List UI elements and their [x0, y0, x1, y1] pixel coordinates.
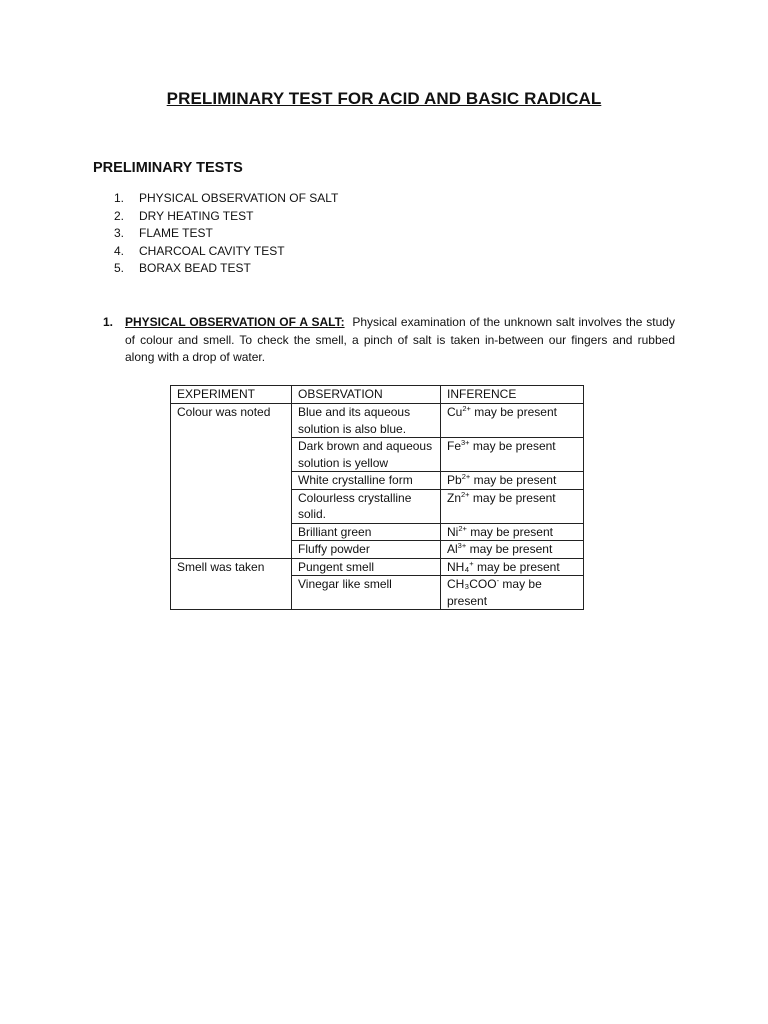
- ion-charge: 2+: [462, 404, 471, 413]
- preliminary-tests-heading: PRELIMINARY TESTS: [93, 160, 243, 176]
- section-heading: PHYSICAL OBSERVATION OF A SALT:: [125, 315, 345, 329]
- ion-symbol: Cu: [447, 405, 463, 419]
- ion-symbol: Ni: [447, 524, 459, 539]
- inference-cell: [441, 489, 584, 523]
- list-item: [114, 208, 338, 226]
- table-row: [171, 404, 584, 438]
- inference-text: may be present: [473, 559, 560, 574]
- list-item-number: 1.: [114, 191, 125, 205]
- inference-text: may be present: [469, 490, 556, 505]
- ion-symbol: NH₄: [447, 559, 470, 574]
- observation-table: [170, 385, 584, 610]
- ion-charge: 2+: [461, 489, 470, 499]
- list-item-label: PHYSICAL OBSERVATION OF SALT: [139, 191, 339, 205]
- experiment-cell: Colour was noted: [171, 404, 292, 559]
- list-item-number: 3.: [114, 226, 125, 240]
- inference-text: may be present: [447, 577, 542, 608]
- preliminary-tests-list: [114, 190, 338, 278]
- inference-cell: [441, 558, 584, 576]
- list-item-number: 4.: [114, 243, 125, 258]
- inference-cell: [441, 472, 584, 490]
- page-title: PRELIMINARY TEST FOR ACID AND BASIC RADICAL: [166, 89, 602, 108]
- inference-text: may be present: [470, 473, 557, 487]
- column-header-observation: OBSERVATION: [292, 386, 441, 404]
- observation-cell: Brilliant green: [292, 523, 441, 541]
- list-item-label: CHARCOAL CAVITY TEST: [139, 243, 285, 258]
- ion-symbol: Zn: [447, 490, 462, 505]
- list-item: [114, 260, 338, 278]
- ion-symbol: Fe: [447, 439, 462, 453]
- inference-text: may be present: [466, 524, 553, 539]
- list-item-label: FLAME TEST: [139, 226, 213, 240]
- observation-cell: Colourless crystalline solid.: [292, 489, 441, 523]
- list-item-label: DRY HEATING TEST: [139, 208, 254, 223]
- list-item: [114, 243, 338, 261]
- experiment-cell: Smell was taken: [171, 558, 292, 610]
- ion-charge: 3+: [461, 438, 470, 447]
- section-number: 1.: [103, 315, 114, 329]
- section-physical-observation: [103, 314, 675, 367]
- ion-charge: +: [469, 558, 474, 568]
- inference-text: may be present: [470, 405, 557, 419]
- ion-charge: -: [496, 576, 500, 585]
- inference-cell: [441, 404, 584, 438]
- observation-cell: Vinegar like smell: [292, 576, 441, 610]
- column-header-inference: INFERENCE: [441, 386, 584, 404]
- ion-symbol: CH₃COO: [447, 577, 497, 591]
- list-item-number: 5.: [114, 261, 125, 275]
- observation-cell: Pungent smell: [292, 558, 441, 576]
- column-header-experiment: EXPERIMENT: [171, 386, 292, 404]
- ion-symbol: Al: [447, 542, 458, 556]
- observation-cell: Fluffy powder: [292, 541, 441, 559]
- list-item: [114, 225, 338, 243]
- observation-cell: White crystalline form: [292, 472, 441, 490]
- inference-cell: [441, 523, 584, 541]
- inference-text: may be present: [469, 439, 556, 453]
- list-item-label: BORAX BEAD TEST: [139, 261, 251, 275]
- inference-text: may be present: [466, 542, 553, 556]
- section-text: Physical examination of the unknown salt involves the study of colour and smell. To check the smell, a pinch of salt is taken in-between our fingers and rubbed along with a drop of water.: [125, 315, 675, 364]
- observation-cell: Dark brown and aqueous solution is yellow: [292, 438, 441, 472]
- ion-symbol: Pb: [447, 473, 462, 487]
- table-header-row: [171, 386, 584, 404]
- inference-cell: [441, 438, 584, 472]
- inference-cell: [441, 576, 584, 610]
- table-row: [171, 558, 584, 576]
- list-item: [114, 190, 338, 208]
- ion-charge: 2+: [458, 523, 467, 533]
- inference-cell: [441, 541, 584, 559]
- section-body: [125, 314, 675, 367]
- observation-cell: Blue and its aqueous solution is also blue.: [292, 404, 441, 438]
- list-item-number: 2.: [114, 208, 125, 223]
- ion-charge: 2+: [461, 472, 471, 481]
- ion-charge: 3+: [457, 541, 467, 550]
